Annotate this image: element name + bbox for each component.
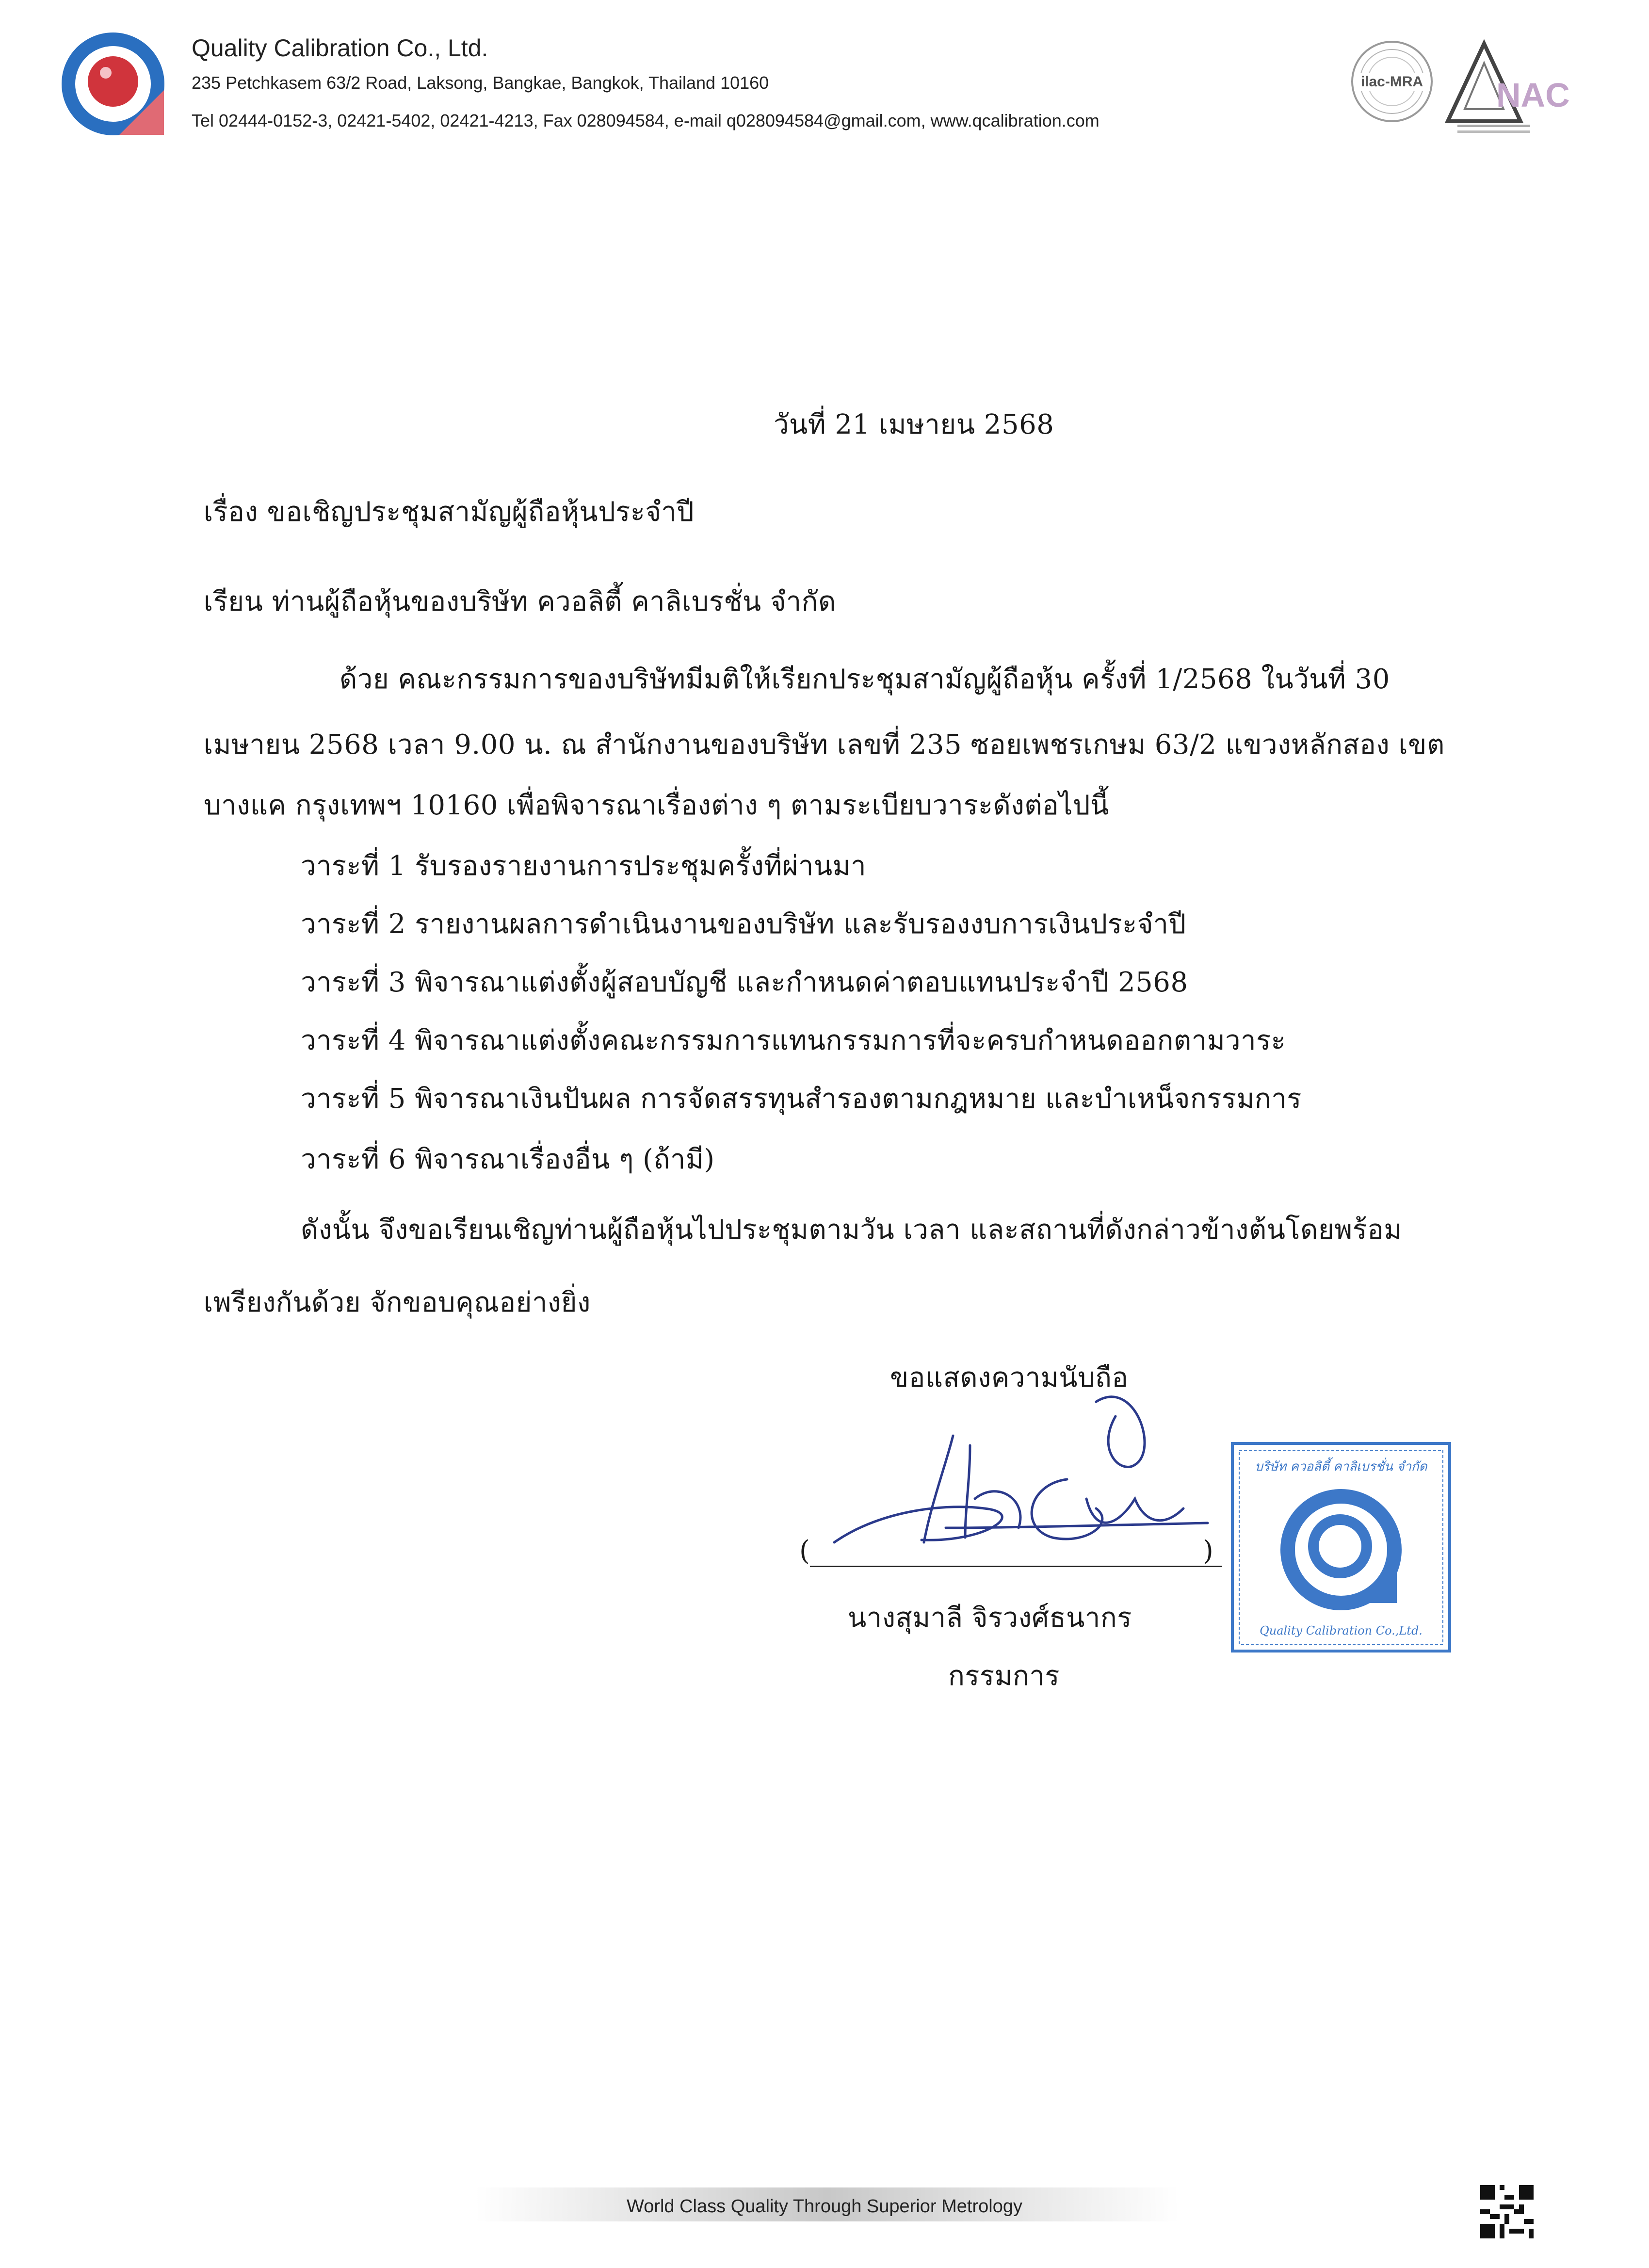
footer-tagline: World Class Quality Through Superior Metrology [627,2196,1022,2217]
closing-regards: ขอแสดงความนับถือ [890,1362,1129,1393]
ilac-mra-logo [1348,38,1436,125]
signer-title: กรรมการ [948,1660,1060,1692]
handwritten-signature [824,1382,1222,1576]
svg-text:บริษัท ควอลิตี้ คาลิเบรชั่น จำ: บริษัท ควอลิตี้ คาลิเบรชั่น จำกัด [1255,1459,1427,1474]
closing-line: เพรียงกันด้วย จักขอบคุณอย่างยิ่ง [204,1287,591,1318]
company-address: 235 Petchkasem 63/2 Road, Laksong, Bangkae, Bangkok, Thailand 10160 [192,73,769,93]
paragraph-line: บางแค กรุงเทพฯ 10160 เพื่อพิจารณาเรื่องต่าง ๆ ตามระเบียบวาระดังต่อไปนี้ [204,790,1109,821]
company-contact: Tel 02444-0152-3, 02421-5402, 02421-4213, Fax 028094584, e-mail q028094584@gmail.com, www.qcalibration.com [192,111,1099,130]
paragraph-line: เมษายน 2568 เวลา 9.00 น. ณ สำนักงานของบริษัท เลขที่ 235 ซอยเพชรเกษม 63/2 แขวงหลักสอง เขต [204,729,1445,761]
agenda-item-2: วาระที่ 2 รายงานผลการดำเนินงานของบริษัท และรับรองงบการเงินประจำปี [301,908,1186,940]
signature-paren-close: ) [1203,1535,1214,1567]
letter-salutation: เรียน ท่านผู้ถือหุ้นของบริษัท ควอลิตี้ คาลิเบรชั่น จำกัด [204,586,836,617]
agenda-item-3: วาระที่ 3 พิจารณาแต่งตั้งผู้สอบบัญชี และกำหนดค่าตอบแทนประจำปี 2568 [301,967,1188,998]
agenda-item-6: วาระที่ 6 พิจารณาเรื่องอื่น ๆ (ถ้ามี) [301,1144,715,1175]
svg-text:NAC: NAC [1496,76,1570,114]
svg-text:ilac-MRA: ilac-MRA [1360,74,1423,90]
qr-code-icon [1480,2185,1534,2238]
nac-accreditation-logo [1443,41,1570,138]
closing-line: ดังนั้น จึงขอเรียนเชิญท่านผู้ถือหุ้นไปประชุมตามวัน เวลา และสถานที่ดังกล่าวข้างต้นโดยพร้อม [301,1214,1402,1246]
letter-subject: เรื่อง ขอเชิญประชุมสามัญผู้ถือหุ้นประจำปี [204,496,695,528]
company-stamp [1229,1441,1453,1654]
signature-paren-open: ( [799,1535,810,1567]
svg-text:Quality Calibration Co.,Ltd.: Quality Calibration Co.,Ltd. [1260,1624,1423,1637]
paragraph-line: ด้วย คณะกรรมการของบริษัทมีมติให้เรียกประชุมสามัญผู้ถือหุ้น ครั้งที่ 1/2568 ในวันที่ 30 [340,664,1390,695]
signature-line [810,1566,1222,1567]
agenda-item-1: วาระที่ 1 รับรองรายงานการประชุมครั้งที่ผ่านมา [301,850,867,882]
company-name: Quality Calibration Co., Ltd. [192,34,488,62]
agenda-item-5: วาระที่ 5 พิจารณาเงินปันผล การจัดสรรทุนสำรองตามกฎหมาย และบำเหน็จกรรมการ [301,1083,1302,1115]
signer-name: นางสุมาลี จิรวงศ์ธนากร [848,1602,1132,1634]
company-logo [62,33,164,135]
letter-date: วันที่ 21 เมษายน 2568 [774,409,1054,440]
agenda-item-4: วาระที่ 4 พิจารณาแต่งตั้งคณะกรรมการแทนกรรมการที่จะครบกำหนดออกตามวาระ [301,1025,1286,1056]
